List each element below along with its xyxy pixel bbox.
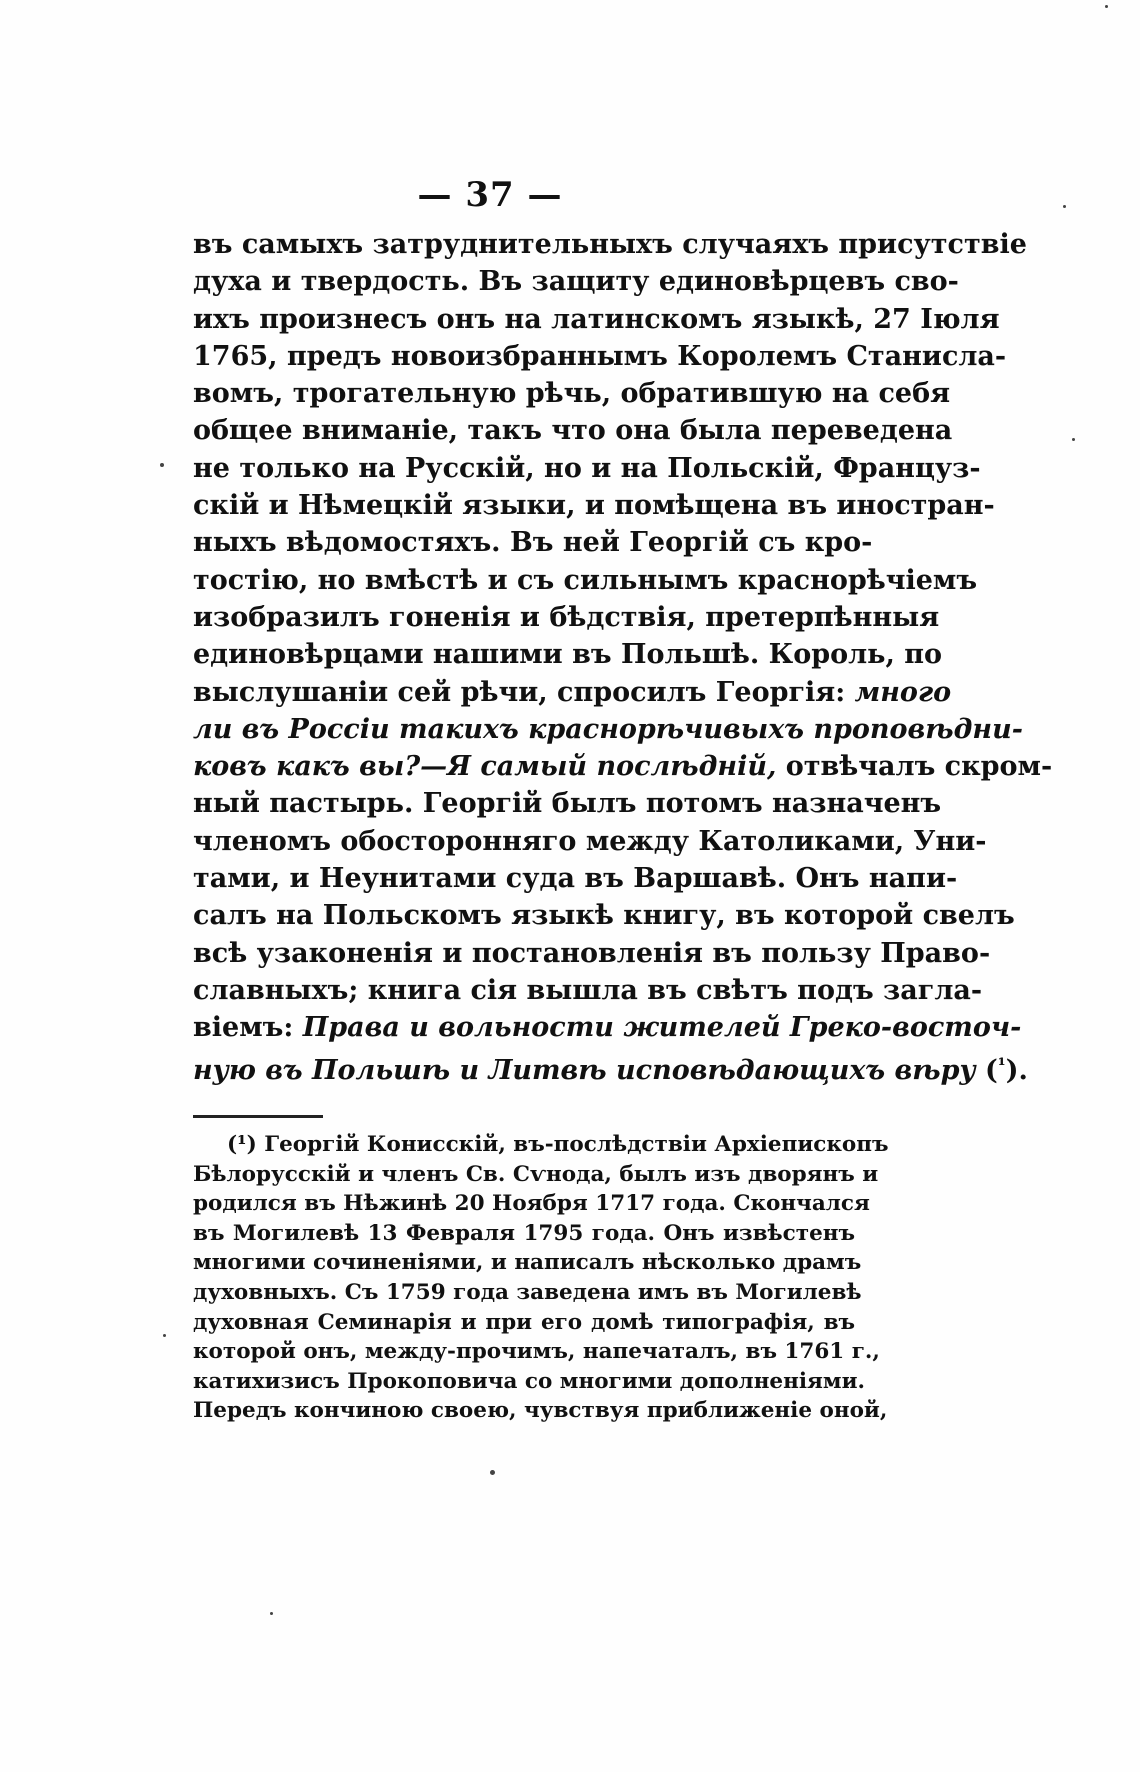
scan-speck (270, 1612, 273, 1615)
main-text-block (193, 226, 1053, 1086)
text-line: ныхъ вѣдомостяхъ. Въ ней Георгій съ кро- (193, 527, 873, 559)
text-line (193, 748, 1053, 785)
text-segment: віемъ: (193, 1012, 294, 1044)
text-line (193, 1047, 1028, 1086)
scan-speck (490, 1470, 495, 1475)
text-line: духа и твердость. Въ защиту единовѣрцевъ сво- (193, 266, 959, 298)
footnote-line: Передъ кончиною своею, чувствуя приближеніе оной, (193, 1398, 888, 1424)
footnote-bracket: ( (985, 1054, 998, 1086)
italic-quote: много (854, 676, 952, 708)
text-line: не только на Русскій, но и на Польскій, Француз- (193, 452, 981, 484)
footnote-line: духовная Семинарія и при его домѣ типографія, въ (193, 1309, 855, 1335)
footnote-marker: ¹ (997, 1054, 1006, 1076)
text-line: тостію, но вмѣстѣ и съ сильнымъ краснорѣчіемъ (193, 564, 978, 596)
text-line (193, 1009, 1022, 1046)
text-line: 1765, предъ новоизбраннымъ Королемъ Станисла- (193, 340, 1007, 372)
scan-speck (1072, 438, 1075, 441)
italic-quote: ковъ какъ вы?—Я самый послѣдній, (193, 751, 777, 783)
text-line: единовѣрцами нашими въ Польшѣ. Король, по (193, 639, 943, 671)
scan-speck (1063, 205, 1066, 208)
book-title: Права и вольности жителей Греко-восточ- (302, 1012, 1022, 1044)
scan-speck (160, 463, 164, 467)
text-line (193, 674, 952, 711)
text-line: тами, и Неунитами суда въ Варшавѣ. Онъ напи- (193, 863, 958, 895)
footnote-block (193, 1130, 889, 1426)
footnote-bracket: ). (1005, 1054, 1028, 1086)
text-line: всѣ узаконенія и постановленія въ пользу Право- (193, 937, 991, 969)
scan-speck (1105, 5, 1108, 8)
text-segment: выслушаніи сей рѣчи, спросилъ Георгія: (193, 676, 846, 708)
text-line: славныхъ; книга сія вышла въ свѣтъ подъ загла- (193, 974, 983, 1006)
text-line: скій и Нѣмецкій языки, и помѣщена въ иностран- (193, 490, 995, 522)
text-line: вомъ, трогательную рѣчь, обратившую на себя (193, 378, 951, 410)
text-line: общее вниманіе, такъ что она была переведена (193, 415, 953, 447)
text-line: членомъ обосторонняго между Католиками, Уни- (193, 825, 987, 857)
scan-speck (163, 1334, 166, 1337)
italic-quote-line: ли въ Россіи такихъ краснорѣчивыхъ проповѣдни- (193, 713, 1023, 745)
text-line: въ самыхъ затруднительныхъ случаяхъ присутствіе (193, 229, 1027, 260)
footnote-line: катихизисъ Прокоповича со многими дополненіями. (193, 1368, 866, 1394)
text-line: ихъ произнесъ онъ на латинскомъ языкѣ, 27 Іюля (193, 303, 1000, 335)
footnote-line: Бѣлорусскій и членъ Св. Сѵнода, былъ изъ дворянъ и (193, 1161, 879, 1187)
footnote-line: духовныхъ. Съ 1759 года заведена имъ въ Могилевѣ (193, 1279, 862, 1305)
text-segment: отвѣчалъ скром- (785, 751, 1053, 783)
footnote-line: въ Могилевѣ 13 Февраля 1795 года. Онъ извѣстенъ (193, 1220, 855, 1246)
footnote-divider (193, 1115, 323, 1118)
footnote-line: родился въ Нѣжинѣ 20 Ноября 1717 года. Скончался (193, 1191, 870, 1217)
page-number: — 37 — (417, 175, 563, 215)
text-line: салъ на Польскомъ языкѣ книгу, въ которой свелъ (193, 900, 1015, 932)
footnote-line: которой онъ, между-прочимъ, напечаталъ, въ 1761 г., (193, 1339, 880, 1365)
footnote-line: (¹) Георгій Конисскій, въ-послѣдствіи Архіепископъ (227, 1132, 889, 1157)
text-line: ный пастырь. Георгій былъ потомъ назначенъ (193, 788, 942, 820)
text-line: изобразилъ гоненія и бѣдствія, претерпѣнныя (193, 601, 940, 633)
book-title: ную въ Польшѣ и Литвѣ исповѣдающихъ вѣру (193, 1054, 976, 1086)
footnote-line: многими сочиненіями, и написалъ нѣсколько драмъ (193, 1250, 862, 1276)
